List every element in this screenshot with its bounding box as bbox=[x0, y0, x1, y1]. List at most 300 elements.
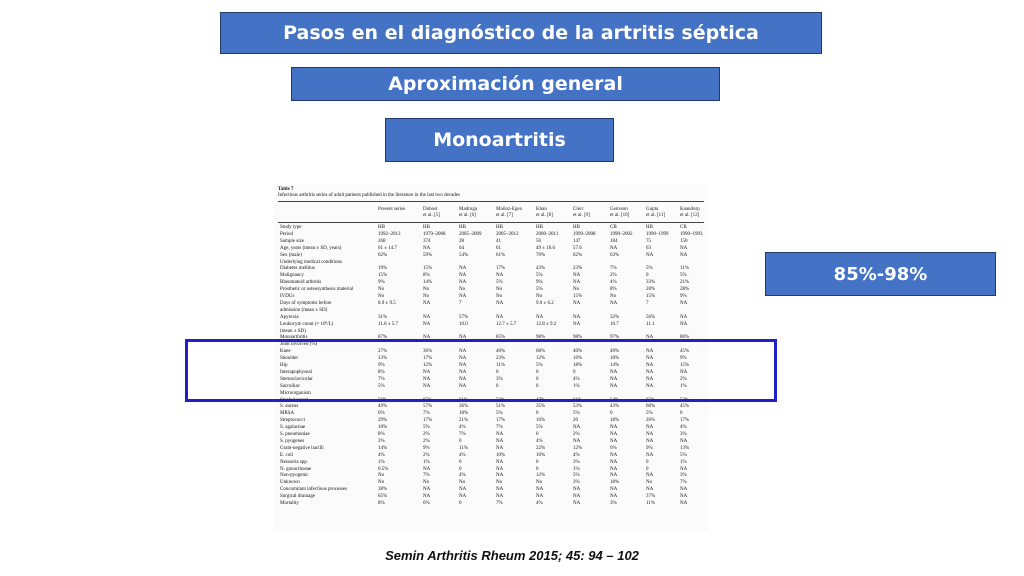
table-cell: 18% bbox=[610, 418, 620, 424]
table-cell: NA bbox=[423, 369, 431, 375]
table-cell: NA bbox=[610, 432, 618, 437]
table-row bbox=[278, 266, 704, 272]
table-cell: NA bbox=[680, 252, 688, 258]
table-cell: 13% bbox=[680, 445, 690, 451]
table-cell: NA bbox=[423, 494, 431, 500]
table-cell: CB bbox=[680, 225, 687, 230]
table-cell: 13% bbox=[378, 356, 388, 362]
table-cell: NA bbox=[496, 487, 504, 493]
table-row bbox=[278, 322, 704, 328]
row-label: Rheumatoid arthritis bbox=[280, 280, 322, 286]
table-cell: 5% bbox=[378, 383, 385, 389]
table-cell: 57% bbox=[423, 404, 433, 410]
table-cell: NA bbox=[573, 314, 581, 320]
table-cell: NA bbox=[610, 300, 618, 306]
table-row bbox=[278, 225, 704, 231]
row-label: Mortality bbox=[280, 501, 299, 506]
table-cell: No bbox=[378, 294, 385, 299]
table-cell: HB bbox=[423, 225, 430, 230]
table-cell: 5% bbox=[680, 452, 687, 458]
table-cell: NA bbox=[496, 445, 504, 451]
table-header-rule bbox=[278, 222, 704, 223]
table-cell: NA bbox=[459, 294, 467, 299]
table-cell: 12% bbox=[536, 356, 546, 362]
table-column-header: et al. [7] bbox=[496, 213, 513, 218]
table-cell: 7 bbox=[459, 300, 462, 306]
table-cell: No bbox=[496, 480, 503, 486]
table-cell: NA bbox=[573, 280, 581, 286]
row-label: (mean ± SD) bbox=[280, 328, 306, 334]
table-cell: 9% bbox=[423, 445, 430, 451]
table-row bbox=[278, 232, 704, 238]
table-column-header: et al. [6] bbox=[459, 213, 476, 218]
table-cell: NA bbox=[536, 487, 544, 493]
table-cell: 17% bbox=[423, 418, 433, 424]
table-column-header: et al. [12] bbox=[680, 213, 700, 218]
table-cell: 0 bbox=[646, 466, 649, 472]
row-label: Diabetes mellitus bbox=[280, 266, 315, 272]
table-cell: 0 bbox=[459, 466, 462, 472]
table-cell: 54% bbox=[459, 252, 469, 258]
table-column-header: et al. [5] bbox=[423, 213, 440, 218]
table-cell: NA bbox=[496, 438, 504, 444]
table-cell: No bbox=[536, 480, 543, 486]
table-cell: 7 bbox=[646, 300, 649, 306]
table-cell: 26% bbox=[646, 418, 656, 424]
table-cell: NA bbox=[646, 425, 654, 431]
table-cell: 0 bbox=[459, 501, 462, 506]
table-cell: 63 bbox=[646, 245, 651, 251]
row-label: admission (mean ± SD) bbox=[280, 307, 328, 313]
table-cell: NA bbox=[459, 280, 467, 286]
percentage-callout: 85%-98% bbox=[765, 252, 996, 296]
table-cell: 2% bbox=[423, 452, 430, 458]
table-cell: 0 bbox=[536, 432, 539, 437]
table-cell: No bbox=[423, 287, 430, 293]
table-cell: NA bbox=[459, 349, 467, 355]
table-cell: NA bbox=[646, 363, 654, 368]
table-cell: 56 bbox=[536, 238, 541, 244]
table-cell: 4% bbox=[459, 425, 466, 431]
table-cell: No bbox=[378, 287, 385, 293]
row-label: E. coli bbox=[280, 452, 294, 458]
table-cell: 2% bbox=[680, 376, 687, 382]
table-cell: 68% bbox=[536, 349, 546, 355]
table-cell: 45% bbox=[680, 404, 690, 410]
row-label: Unknown bbox=[280, 480, 300, 486]
table-cell: 32% bbox=[610, 314, 620, 320]
table-row bbox=[278, 439, 704, 445]
table-cell: 36% bbox=[459, 404, 469, 410]
table-cell: 98% bbox=[536, 335, 546, 341]
table-cell: 7% bbox=[423, 473, 430, 479]
table-cell: 27% bbox=[378, 349, 388, 355]
table-cell: NA bbox=[459, 335, 467, 341]
table-cell: 57% bbox=[459, 314, 469, 320]
table-cell: 8% bbox=[378, 369, 385, 375]
table-cell: 5% bbox=[646, 266, 653, 272]
table-row bbox=[278, 494, 704, 500]
table-cell: 5% bbox=[573, 473, 580, 479]
table-cell: 5% bbox=[496, 280, 503, 286]
row-label: Hip bbox=[280, 363, 288, 368]
table-cell: NA bbox=[680, 501, 688, 506]
table-cell: 15% bbox=[378, 273, 388, 279]
table-cell: 9% bbox=[378, 363, 385, 368]
table-cell: NA bbox=[573, 273, 581, 279]
table-row bbox=[278, 239, 704, 245]
table-cell: 7% bbox=[423, 411, 430, 417]
table-cell: NA bbox=[646, 356, 654, 362]
table-cell: 2% bbox=[423, 438, 430, 444]
table-cell: NA bbox=[610, 425, 618, 431]
table-cell: NA bbox=[610, 383, 618, 389]
table-cell: 12.7 ± 5.7 bbox=[496, 321, 517, 327]
table-cell: NA bbox=[610, 369, 618, 375]
table-cell: NA bbox=[573, 321, 581, 327]
table-cell: NA bbox=[459, 494, 467, 500]
table-cell: 0 bbox=[496, 369, 499, 375]
table-cell: 14% bbox=[378, 445, 388, 451]
table-cell: 14% bbox=[610, 363, 620, 368]
row-label: N. gonorrhoeae bbox=[280, 466, 312, 472]
table-cell: 23% bbox=[573, 266, 583, 272]
table-cell: 53% bbox=[573, 404, 583, 410]
table-cell: 1990–2002 bbox=[610, 231, 633, 237]
table-cell: 374 bbox=[423, 238, 431, 244]
table-cell: NA bbox=[573, 487, 581, 493]
table-cell: 28 bbox=[459, 238, 464, 244]
table-cell: 147 bbox=[573, 238, 581, 244]
table-cell: 9% bbox=[378, 280, 385, 286]
row-label: Period bbox=[280, 231, 294, 237]
table-cell: 6% bbox=[423, 501, 430, 506]
table-cell: NA bbox=[646, 487, 654, 493]
table-cell: 150 bbox=[680, 238, 688, 244]
table-cell: 33% bbox=[646, 280, 656, 286]
table-cell: 29% bbox=[378, 418, 388, 424]
table-cell: 65% bbox=[423, 397, 433, 403]
table-cell: NA bbox=[646, 473, 654, 479]
table-row bbox=[278, 273, 704, 279]
table-row bbox=[278, 301, 704, 307]
table-cell: NA bbox=[680, 466, 688, 472]
table-caption-title: Table 7 bbox=[278, 187, 294, 192]
table-cell: 1990–1999 bbox=[646, 231, 669, 237]
table-cell: 6% bbox=[378, 411, 385, 417]
table-cell: No bbox=[573, 287, 580, 293]
table-cell: 11% bbox=[680, 266, 689, 272]
table-cell: 1990–1993 bbox=[680, 231, 703, 237]
table-top-rule bbox=[278, 201, 704, 202]
table-cell: 2% bbox=[610, 273, 617, 279]
table-cell: 9% bbox=[680, 356, 687, 362]
table-cell: 8.9 ± 9.5 bbox=[378, 300, 396, 306]
table-cell: HB bbox=[536, 225, 543, 230]
table-cell: NA bbox=[646, 349, 654, 355]
table-cell: 3% bbox=[680, 473, 687, 479]
table-cell: 5% bbox=[536, 273, 543, 279]
row-label: Sacroiliac bbox=[280, 383, 300, 389]
table-cell: 17% bbox=[496, 266, 506, 272]
table-cell: 17% bbox=[423, 356, 433, 362]
table-cell: 12% bbox=[536, 473, 546, 479]
table-cell: 3% bbox=[680, 432, 687, 437]
table-cell: 56% bbox=[496, 397, 506, 403]
table-cell: 3% bbox=[573, 480, 580, 486]
table-cell: NA bbox=[680, 321, 688, 327]
slide-subtitle: Aproximación general bbox=[291, 67, 720, 101]
table-cell: 1% bbox=[573, 383, 580, 389]
row-label: Neisseria spp. bbox=[280, 459, 309, 465]
table-cell: 4% bbox=[680, 425, 687, 431]
table-cell: 11% bbox=[496, 363, 505, 368]
table-cell: NA bbox=[496, 314, 504, 320]
table-cell: 3% bbox=[573, 459, 580, 465]
table-cell: 12% bbox=[423, 363, 433, 368]
table-cell: 10% bbox=[378, 425, 388, 431]
table-cell: 18% bbox=[459, 411, 469, 417]
table-row bbox=[278, 294, 704, 300]
table-cell: NA bbox=[423, 245, 431, 251]
table-cell: 0 bbox=[536, 411, 539, 417]
table-cell: NA bbox=[496, 432, 504, 437]
table-cell: 56% bbox=[646, 314, 656, 320]
table-row bbox=[278, 453, 704, 459]
table-cell: 0 bbox=[646, 459, 649, 465]
table-cell: 49% bbox=[378, 404, 388, 410]
table-cell: NA bbox=[423, 314, 431, 320]
table-cell: 1999–2008 bbox=[573, 231, 596, 237]
table-cell: 70% bbox=[536, 252, 546, 258]
monoarthritis-highlight bbox=[185, 339, 777, 402]
table-row bbox=[278, 308, 704, 314]
table-row bbox=[278, 480, 704, 486]
table-cell: 11.8 ± 5.7 bbox=[378, 321, 399, 327]
table-cell: 45% bbox=[680, 349, 690, 355]
table-row bbox=[278, 411, 704, 417]
slide-title: Pasos en el diagnóstico de la artritis séptica bbox=[220, 12, 822, 54]
table-cell: 40% bbox=[573, 349, 583, 355]
table-cell: 5% bbox=[573, 411, 580, 417]
table-cell: 51% bbox=[496, 404, 506, 410]
table-column-header: Clerc bbox=[573, 207, 584, 212]
citation: Semin Arthritis Rheum 2015; 45: 94 – 102 bbox=[385, 548, 639, 563]
table-cell: 86% bbox=[680, 335, 690, 341]
table-cell: 4% bbox=[459, 452, 466, 458]
table-cell: No bbox=[423, 480, 430, 486]
table-cell: 22% bbox=[536, 445, 546, 451]
table-cell: 5% bbox=[536, 425, 543, 431]
table-cell: NA bbox=[536, 494, 544, 500]
table-cell: 4% bbox=[536, 438, 543, 444]
table-cell: NA bbox=[423, 321, 431, 327]
table-cell: 1979–2008 bbox=[423, 231, 446, 237]
table-cell: NA bbox=[423, 335, 431, 341]
table-cell: 43% bbox=[610, 404, 620, 410]
table-cell: NA bbox=[423, 466, 431, 472]
table-cell: 0.5% bbox=[378, 466, 389, 472]
table-cell: NA bbox=[680, 369, 688, 375]
table-cell: 7% bbox=[496, 501, 503, 506]
table-cell: 1992–2013 bbox=[378, 231, 401, 237]
table-cell: 2% bbox=[573, 432, 580, 437]
table-cell: NA bbox=[646, 383, 654, 389]
table-cell: 3% bbox=[496, 376, 503, 382]
row-label: S. pneumoniae bbox=[280, 432, 310, 437]
table-row bbox=[278, 487, 704, 493]
table-cell: 7% bbox=[610, 266, 617, 272]
table-cell: 59% bbox=[423, 252, 433, 258]
table-cell: 1% bbox=[573, 466, 580, 472]
table-cell: 1% bbox=[680, 459, 687, 465]
table-cell: 15% bbox=[680, 363, 690, 368]
table-cell: 43% bbox=[536, 266, 546, 272]
table-cell: 9% bbox=[536, 280, 543, 286]
table-cell: NA bbox=[496, 300, 504, 306]
table-cell: NA bbox=[459, 487, 467, 493]
table-cell: 7% bbox=[496, 425, 503, 431]
row-label: Sternoclavicular bbox=[280, 376, 313, 382]
table-cell: NA bbox=[680, 314, 688, 320]
table-cell: NA bbox=[610, 459, 618, 465]
table-cell: 4% bbox=[573, 452, 580, 458]
table-cell: NA bbox=[459, 363, 467, 368]
table-column-header: Khan bbox=[536, 207, 547, 212]
table-cell: 11% bbox=[459, 445, 468, 451]
table-cell: NA bbox=[646, 252, 654, 258]
table-cell: NA bbox=[423, 300, 431, 306]
table-cell: 9% bbox=[680, 294, 687, 299]
table-cell: NA bbox=[496, 473, 504, 479]
table-cell: 2005–2009 bbox=[459, 231, 482, 237]
row-label: Monoarthritis bbox=[280, 335, 308, 341]
table-row bbox=[278, 315, 704, 321]
row-label: IVDUs bbox=[280, 294, 295, 299]
table-cell: 8% bbox=[610, 287, 617, 293]
table-cell: No bbox=[610, 294, 617, 299]
table-cell: HB bbox=[459, 225, 466, 230]
table-cell: 5% bbox=[423, 425, 430, 431]
table-cell: No bbox=[496, 287, 503, 293]
row-label: Knee bbox=[280, 349, 291, 355]
table-cell: 97% bbox=[610, 335, 620, 341]
row-label: Streptococci bbox=[280, 418, 305, 424]
table-cell: 16% bbox=[573, 356, 583, 362]
table-cell: 15% bbox=[646, 294, 656, 299]
table-cell: 2% bbox=[423, 432, 430, 437]
table-row bbox=[278, 280, 704, 286]
table-cell: 85% bbox=[496, 335, 506, 341]
table-cell: 38% bbox=[378, 487, 388, 493]
row-label: Surgical drainage bbox=[280, 494, 316, 500]
table-cell: HB bbox=[573, 225, 580, 230]
table-cell: NA bbox=[496, 459, 504, 465]
table-cell: 9% bbox=[646, 445, 653, 451]
table-cell: 4% bbox=[459, 473, 466, 479]
table-cell: 61 ± 14.7 bbox=[378, 245, 397, 251]
table-row bbox=[278, 460, 704, 466]
table-cell: 0 bbox=[536, 376, 539, 382]
table-cell: HB bbox=[646, 225, 653, 230]
table-cell: 20 bbox=[573, 418, 578, 424]
table-cell: 41 bbox=[496, 238, 501, 244]
table-cell: 21% bbox=[680, 280, 690, 286]
table-cell: 10.7 bbox=[610, 321, 619, 327]
table-cell: 37% bbox=[646, 494, 656, 500]
section-heading: Monoartritis bbox=[385, 118, 614, 162]
row-label: Malignancy bbox=[280, 273, 304, 279]
table-cell: 268 bbox=[378, 238, 386, 244]
table-cell: 61 bbox=[496, 245, 501, 251]
table-cell: 18% bbox=[610, 480, 620, 486]
table-cell: 1% bbox=[423, 459, 430, 465]
table-row bbox=[278, 287, 704, 293]
table-cell: NA bbox=[459, 383, 467, 389]
table-cell: NA bbox=[680, 245, 688, 251]
table-row bbox=[278, 432, 704, 438]
table-cell: 12.8 ± 9.2 bbox=[536, 321, 557, 327]
table-column-header: Present series bbox=[378, 207, 406, 212]
table-cell: 0 bbox=[536, 466, 539, 472]
row-label: Apyrexia bbox=[280, 314, 299, 320]
table-cell: NA bbox=[680, 494, 688, 500]
table-cell: No bbox=[496, 294, 503, 299]
table-cell: NA bbox=[610, 473, 618, 479]
table-cell: 1% bbox=[378, 459, 385, 465]
table-cell: 17% bbox=[496, 418, 506, 424]
row-label: Non-pyogenic bbox=[280, 473, 309, 479]
table-cell: 54% bbox=[610, 397, 620, 403]
table-cell: NA bbox=[496, 273, 504, 279]
row-label: Leukocyte count (× 10⁹/L) bbox=[280, 321, 334, 327]
table-cell: 10% bbox=[610, 356, 620, 362]
row-label: Concomitant infectious processes bbox=[280, 487, 348, 493]
table-column-header: Madruga bbox=[459, 207, 478, 212]
table-row bbox=[278, 418, 704, 424]
table-cell: 0 bbox=[459, 438, 462, 444]
table-cell: 9.0 ± 6.2 bbox=[536, 300, 554, 306]
table-cell: NA bbox=[646, 369, 654, 375]
table-cell: HB bbox=[496, 225, 503, 230]
table-cell: 5% bbox=[536, 363, 543, 368]
table-cell: 0 bbox=[536, 383, 539, 389]
table-cell: NA bbox=[573, 300, 581, 306]
table-cell: 65% bbox=[378, 494, 388, 500]
table-cell: 5% bbox=[496, 411, 503, 417]
table-cell: 5% bbox=[536, 287, 543, 293]
table-cell: NA bbox=[646, 452, 654, 458]
table-cell: 65% bbox=[646, 397, 656, 403]
table-cell: 0 bbox=[646, 273, 649, 279]
row-label: Interapophyseal bbox=[280, 369, 312, 375]
table-cell: 31% bbox=[378, 314, 388, 320]
table-column-header: Kaandorp bbox=[680, 207, 700, 212]
table-cell: No bbox=[423, 294, 430, 299]
table-cell: 14% bbox=[423, 280, 433, 286]
table-row bbox=[278, 246, 704, 252]
table-row bbox=[278, 467, 704, 473]
table-cell: NA bbox=[459, 266, 467, 272]
table-cell: 87% bbox=[378, 335, 388, 341]
table-cell: NA bbox=[573, 425, 581, 431]
table-cell: NA bbox=[610, 376, 618, 382]
row-label: S. aureus bbox=[280, 404, 299, 410]
table-row bbox=[278, 260, 704, 266]
table-cell: NA bbox=[610, 466, 618, 472]
row-label: Shoulder bbox=[280, 356, 299, 362]
table-cell: 16% bbox=[536, 418, 546, 424]
